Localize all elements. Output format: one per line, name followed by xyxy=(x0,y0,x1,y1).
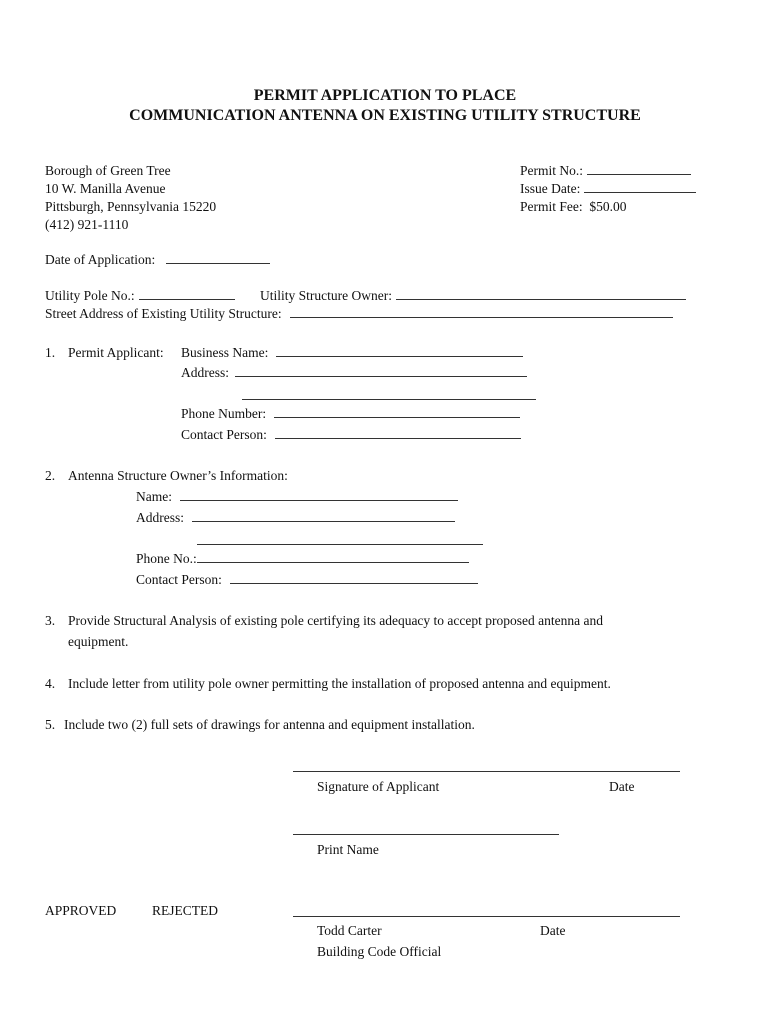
permit-fee-label: Permit Fee: xyxy=(520,199,583,214)
borough-name: Borough of Green Tree xyxy=(45,163,171,178)
borough-street: 10 W. Manilla Avenue xyxy=(45,181,166,196)
issue-date-label: Issue Date: xyxy=(520,181,581,196)
owner-name-field[interactable] xyxy=(180,489,458,501)
date-of-application-label: Date of Application: xyxy=(45,252,156,267)
owner-address-label: Address: xyxy=(136,510,184,525)
applicant-contact-field[interactable] xyxy=(275,427,521,439)
utility-owner-row xyxy=(260,288,686,304)
applicant-contact-row xyxy=(181,427,521,443)
permit-number-label: Permit No.: xyxy=(520,163,583,178)
utility-owner-field[interactable] xyxy=(396,288,686,300)
date-of-application-row xyxy=(45,252,270,268)
applicant-signature-label: Signature of Applicant xyxy=(317,779,440,794)
owner-address-field[interactable] xyxy=(192,510,455,522)
owner-address-field-2[interactable] xyxy=(197,544,483,545)
business-name-row xyxy=(181,345,523,361)
owner-contact-row xyxy=(136,572,478,588)
section-1-heading: Permit Applicant: xyxy=(68,345,164,360)
street-address-label: Street Address of Existing Utility Structure: xyxy=(45,306,282,321)
owner-contact-label: Contact Person: xyxy=(136,572,222,587)
official-date-label: Date xyxy=(540,923,566,938)
applicant-address-field[interactable] xyxy=(235,365,527,377)
owner-contact-field[interactable] xyxy=(230,572,478,584)
street-address-row xyxy=(45,306,673,322)
applicant-phone-field[interactable] xyxy=(274,406,520,418)
item-5-number: 5. xyxy=(45,717,56,732)
owner-name-row xyxy=(136,489,458,505)
applicant-signature-line[interactable] xyxy=(293,771,680,772)
applicant-address-field-2[interactable] xyxy=(242,399,536,400)
approved-label[interactable]: APPROVED xyxy=(45,903,117,918)
issue-date-row xyxy=(520,181,696,197)
utility-pole-field[interactable] xyxy=(139,288,235,300)
permit-fee-row xyxy=(520,199,627,215)
owner-address-row xyxy=(136,510,455,526)
official-signature-line[interactable] xyxy=(293,916,680,917)
borough-city: Pittsburgh, Pennsylvania 15220 xyxy=(45,199,217,214)
applicant-address-label: Address: xyxy=(181,365,229,380)
date-of-application-field[interactable] xyxy=(166,252,270,264)
document-title-line-1: PERMIT APPLICATION TO PLACE xyxy=(253,87,517,104)
section-2-heading: Antenna Structure Owner’s Information: xyxy=(68,468,288,483)
owner-phone-label: Phone No.: xyxy=(136,551,197,566)
issue-date-field[interactable] xyxy=(584,181,696,193)
document-title-line-2: COMMUNICATION ANTENNA ON EXISTING UTILITY STRUCTURE xyxy=(129,107,641,124)
official-name: Todd Carter xyxy=(317,923,382,938)
business-name-field[interactable] xyxy=(276,345,523,357)
item-4-number: 4. xyxy=(45,676,56,691)
permit-number-row xyxy=(520,163,691,179)
permit-fee-value: $50.00 xyxy=(589,199,627,214)
item-3-text-line-1: Provide Structural Analysis of existing pole certifying its adequacy to accept proposed antenna and xyxy=(68,613,603,628)
borough-phone: (412) 921-1110 xyxy=(45,217,129,232)
section-1-number: 1. xyxy=(45,345,56,360)
rejected-label[interactable]: REJECTED xyxy=(152,903,218,918)
owner-phone-field[interactable] xyxy=(197,551,469,563)
applicant-phone-row xyxy=(181,406,520,422)
applicant-date-label: Date xyxy=(609,779,635,794)
section-2-number: 2. xyxy=(45,468,56,483)
permit-number-field[interactable] xyxy=(587,163,691,175)
item-4-text: Include letter from utility pole owner permitting the installation of proposed antenna and equipment. xyxy=(68,676,611,691)
utility-owner-label: Utility Structure Owner: xyxy=(260,288,392,303)
applicant-phone-label: Phone Number: xyxy=(181,406,267,421)
business-name-label: Business Name: xyxy=(181,345,269,360)
item-5-text: Include two (2) full sets of drawings for antenna and equipment installation. xyxy=(64,717,475,732)
applicant-address-row xyxy=(181,365,527,381)
item-3-text-line-2: equipment. xyxy=(68,634,129,649)
utility-pole-label: Utility Pole No.: xyxy=(45,288,135,303)
owner-name-label: Name: xyxy=(136,489,172,504)
street-address-field[interactable] xyxy=(290,306,673,318)
utility-pole-row xyxy=(45,288,235,304)
official-title: Building Code Official xyxy=(317,944,442,959)
print-name-label: Print Name xyxy=(317,842,379,857)
owner-phone-row xyxy=(136,551,469,567)
print-name-line[interactable] xyxy=(293,834,559,835)
applicant-contact-label: Contact Person: xyxy=(181,427,267,442)
item-3-number: 3. xyxy=(45,613,56,628)
